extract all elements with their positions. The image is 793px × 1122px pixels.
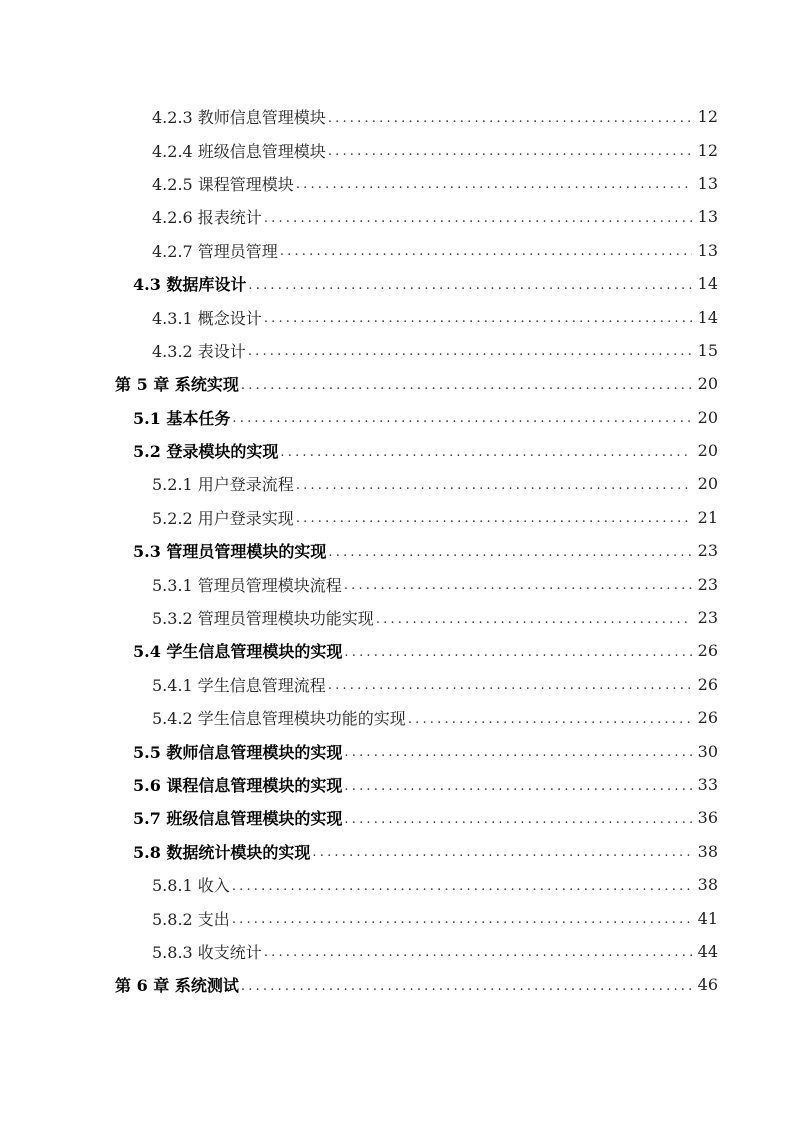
toc-dot-leader <box>232 879 692 895</box>
toc-dot-leader <box>248 344 692 360</box>
toc-entry-5-7[interactable] <box>0 801 793 834</box>
toc-dot-leader <box>296 478 692 494</box>
toc-entry-4-3-2[interactable] <box>0 334 793 367</box>
toc-entry-label: 4.2.6 报表统计 <box>152 208 262 228</box>
toc-dot-leader <box>248 278 691 294</box>
toc-dot-leader <box>344 578 692 594</box>
toc-entry-label: 5.4.2 学生信息管理模块功能的实现 <box>152 709 406 729</box>
toc-page-number: 46 <box>697 975 718 995</box>
toc-entry-label: 5.1 基本任务 <box>133 408 231 428</box>
toc-entry-5-5[interactable] <box>0 734 793 767</box>
toc-entry-chapter-5[interactable] <box>0 367 793 400</box>
toc-entry-5-8-1[interactable] <box>0 868 793 901</box>
toc-dot-leader <box>344 745 691 761</box>
toc-page-number: 20 <box>697 441 718 461</box>
toc-entry-5-8-3[interactable] <box>0 935 793 968</box>
toc-entry-label: 5.3.2 管理员管理模块功能实现 <box>152 609 374 629</box>
toc-entry-label: 第 5 章 系统实现 <box>115 375 239 395</box>
toc-page-number: 20 <box>697 474 718 494</box>
toc-dot-leader <box>280 445 691 461</box>
toc-entry-label: 4.2.3 教师信息管理模块 <box>152 108 326 128</box>
toc-entry-label: 5.2.1 用户登录流程 <box>152 475 294 495</box>
toc-entry-label: 5.8.2 支出 <box>152 909 230 929</box>
toc-entry-4-2-5[interactable] <box>0 167 793 200</box>
toc-entry-label: 4.2.7 管理员管理 <box>152 241 278 261</box>
toc-entry-5-3-1[interactable] <box>0 567 793 600</box>
toc-entry-label: 5.5 教师信息管理模块的实现 <box>133 742 343 762</box>
toc-page-number: 41 <box>697 908 718 928</box>
toc-dot-leader <box>232 411 691 427</box>
toc-entry-5-1[interactable] <box>0 401 793 434</box>
toc-page-number: 26 <box>697 641 718 661</box>
toc-entry-label: 4.2.5 课程管理模块 <box>152 174 294 194</box>
table-of-contents <box>0 100 793 1002</box>
toc-page-number: 13 <box>697 240 718 260</box>
toc-dot-leader <box>408 712 692 728</box>
toc-entry-label: 5.8.3 收支统计 <box>152 942 262 962</box>
toc-dot-leader <box>328 545 691 561</box>
toc-dot-leader <box>312 845 691 861</box>
toc-entry-5-2-1[interactable] <box>0 467 793 500</box>
toc-page-number: 13 <box>697 173 718 193</box>
toc-dot-leader <box>296 177 692 193</box>
toc-entry-5-4[interactable] <box>0 634 793 667</box>
toc-entry-5-4-2[interactable] <box>0 701 793 734</box>
toc-entry-label: 5.4 学生信息管理模块的实现 <box>133 642 343 662</box>
toc-dot-leader <box>264 945 692 961</box>
toc-entry-label: 5.8.1 收入 <box>152 876 230 896</box>
toc-entry-5-6[interactable] <box>0 768 793 801</box>
toc-entry-label: 5.2 登录模块的实现 <box>133 442 279 462</box>
toc-entry-label: 5.3.1 管理员管理模块流程 <box>152 575 342 595</box>
toc-dot-leader <box>264 311 692 327</box>
toc-dot-leader <box>328 678 692 694</box>
toc-page-number: 33 <box>697 775 718 794</box>
toc-page-number: 12 <box>697 140 718 160</box>
toc-page-number: 23 <box>697 574 718 594</box>
toc-page-number: 14 <box>697 307 718 327</box>
toc-dot-leader <box>376 612 692 628</box>
toc-page-number: 15 <box>697 340 718 360</box>
toc-page-number: 12 <box>697 107 718 127</box>
toc-entry-label: 4.3 数据库设计 <box>133 275 247 295</box>
toc-entry-5-4-1[interactable] <box>0 668 793 701</box>
toc-entry-label: 4.2.4 班级信息管理模块 <box>152 141 326 161</box>
toc-entry-label: 5.6 课程信息管理模块的实现 <box>133 776 343 795</box>
toc-entry-label: 5.4.1 学生信息管理流程 <box>152 675 326 695</box>
toc-page-number: 13 <box>697 207 718 227</box>
toc-entry-label: 第 6 章 系统测试 <box>115 976 239 996</box>
toc-entry-5-2[interactable] <box>0 434 793 467</box>
toc-entry-label: 4.3.2 表设计 <box>152 341 246 361</box>
toc-entry-4-3[interactable] <box>0 267 793 300</box>
toc-entry-5-2-2[interactable] <box>0 501 793 534</box>
toc-dot-leader <box>328 111 692 127</box>
toc-entry-5-3[interactable] <box>0 534 793 567</box>
toc-entry-label: 5.2.2 用户登录实现 <box>152 508 294 528</box>
toc-entry-4-2-3[interactable] <box>0 100 793 133</box>
toc-page-number: 14 <box>697 274 718 294</box>
toc-dot-leader <box>344 645 691 661</box>
toc-entry-5-8-2[interactable] <box>0 901 793 934</box>
toc-entry-4-2-7[interactable] <box>0 234 793 267</box>
toc-page-number: 36 <box>697 808 718 828</box>
toc-entry-label: 5.3 管理员管理模块的实现 <box>133 542 327 562</box>
toc-entry-4-3-1[interactable] <box>0 300 793 333</box>
toc-dot-leader <box>241 378 692 394</box>
toc-page-number: 30 <box>697 741 718 761</box>
toc-dot-leader <box>232 912 692 928</box>
toc-entry-label: 4.3.1 概念设计 <box>152 308 262 328</box>
toc-page-number: 26 <box>697 708 718 728</box>
toc-entry-chapter-6[interactable] <box>0 968 793 1001</box>
toc-page-number: 38 <box>697 841 718 861</box>
toc-dot-leader <box>344 779 691 795</box>
toc-page-number: 21 <box>697 507 718 527</box>
toc-entry-label: 5.8 数据统计模块的实现 <box>133 842 311 862</box>
toc-entry-4-2-6[interactable] <box>0 200 793 233</box>
toc-dot-leader <box>328 144 692 160</box>
toc-page-number: 23 <box>697 541 718 561</box>
toc-page-number: 26 <box>697 674 718 694</box>
toc-page-number: 20 <box>697 407 718 427</box>
toc-page-number: 38 <box>697 875 718 895</box>
toc-dot-leader <box>280 244 692 260</box>
toc-page-number: 20 <box>697 374 718 394</box>
toc-dot-leader <box>264 211 692 227</box>
toc-entry-5-8[interactable] <box>0 835 793 868</box>
toc-entry-label: 5.7 班级信息管理模块的实现 <box>133 809 343 829</box>
toc-dot-leader <box>241 979 692 995</box>
toc-entry-4-2-4[interactable] <box>0 133 793 166</box>
toc-dot-leader <box>296 511 692 527</box>
toc-page-number: 23 <box>697 608 718 628</box>
toc-entry-5-3-2[interactable] <box>0 601 793 634</box>
toc-dot-leader <box>344 812 691 828</box>
toc-page-number: 44 <box>697 941 718 961</box>
